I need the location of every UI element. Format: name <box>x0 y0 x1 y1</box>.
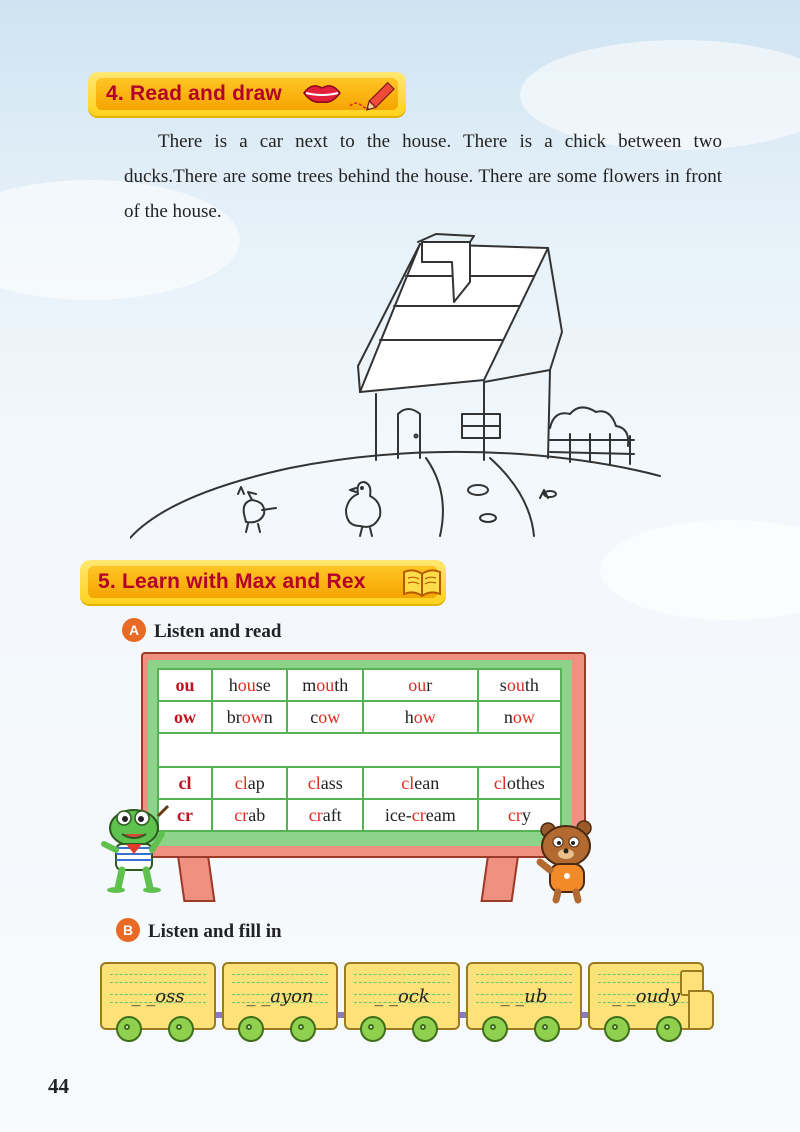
word-cell <box>212 669 287 701</box>
section-5-header <box>80 560 446 604</box>
word-cell <box>287 701 363 733</box>
table-row <box>158 799 561 831</box>
phonics-highlight: ou <box>408 674 427 695</box>
train-wheel <box>290 1016 316 1042</box>
read-and-draw-text <box>124 124 722 229</box>
train-wheel <box>534 1016 560 1042</box>
train-car <box>222 962 338 1030</box>
word-cell <box>478 669 561 701</box>
word-part: se <box>255 674 271 695</box>
word-part: th <box>334 674 349 695</box>
section-4-title: 4. Read and draw <box>106 82 282 105</box>
word-cell <box>363 767 478 799</box>
word-part: ab <box>248 804 266 825</box>
writing-line <box>232 982 328 983</box>
word-part: ean <box>414 772 440 793</box>
phonics-key: ou <box>158 669 212 701</box>
train-car <box>100 962 216 1030</box>
word-part: r <box>426 674 433 695</box>
train-wheel <box>116 1016 142 1042</box>
phonics-highlight: cr <box>411 804 426 825</box>
word-part: ap <box>247 772 265 793</box>
word-cell <box>363 799 478 831</box>
table-row <box>158 701 561 733</box>
fill-in-word[interactable]: _ _ayon <box>246 986 314 1007</box>
train-wheel <box>238 1016 264 1042</box>
writing-line <box>232 974 328 975</box>
phonics-table <box>157 668 562 832</box>
word-part: h <box>404 706 414 727</box>
part-b-badge: B <box>116 918 140 942</box>
part-a-badge: A <box>122 618 146 642</box>
pencil-icon <box>346 76 396 112</box>
word-cell <box>212 767 287 799</box>
phonics-highlight: ow <box>413 706 436 727</box>
word-cell <box>363 701 478 733</box>
word-part: aft <box>322 804 342 825</box>
phonics-highlight: cl <box>307 772 321 793</box>
word-cell <box>212 701 287 733</box>
train-wheel <box>168 1016 194 1042</box>
part-a-label <box>122 618 281 643</box>
word-part: th <box>524 674 539 695</box>
train-wheel <box>482 1016 508 1042</box>
word-part: ass <box>320 772 343 793</box>
train-car <box>466 962 582 1030</box>
phonics-highlight: ou <box>506 674 525 695</box>
part-a-text: Listen and read <box>154 621 282 642</box>
word-part: othes <box>506 772 545 793</box>
fill-in-word[interactable]: _ _oudy <box>612 986 680 1007</box>
page-number: 44 <box>48 1074 69 1098</box>
phonics-highlight: cl <box>234 772 248 793</box>
phonics-key: cr <box>158 799 212 831</box>
frog-character <box>96 804 176 894</box>
word-part: s <box>499 674 507 695</box>
writing-line <box>476 982 572 983</box>
writing-line <box>354 982 450 983</box>
phonics-key: cl <box>158 767 212 799</box>
writing-line <box>354 974 450 975</box>
phonics-highlight: ow <box>241 706 264 727</box>
fill-in-word[interactable]: _ _ock <box>374 986 430 1007</box>
writing-line <box>110 974 206 975</box>
word-cell <box>478 701 561 733</box>
writing-line <box>110 982 206 983</box>
book-icon <box>402 566 442 598</box>
train-wheel <box>656 1016 682 1042</box>
bear-character <box>534 818 604 904</box>
word-part: y <box>521 804 531 825</box>
table-row <box>158 767 561 799</box>
train-car <box>344 962 460 1030</box>
phonics-highlight: cl <box>401 772 415 793</box>
train-wheel <box>360 1016 386 1042</box>
word-cell <box>287 669 363 701</box>
house-illustration <box>130 232 670 542</box>
part-b-label <box>116 918 282 943</box>
phonics-highlight: ou <box>316 674 335 695</box>
phonics-highlight: cr <box>308 804 323 825</box>
word-part: ice- <box>384 804 412 825</box>
table-row-blank <box>158 733 561 767</box>
word-part: c <box>310 706 319 727</box>
word-cell <box>363 669 478 701</box>
fill-in-word[interactable]: _ _oss <box>131 986 185 1007</box>
phonics-highlight: cr <box>507 804 522 825</box>
phonics-highlight: cr <box>234 804 249 825</box>
word-cell <box>478 767 561 799</box>
phonics-highlight: ow <box>512 706 535 727</box>
board-leg <box>480 852 519 902</box>
lips-icon <box>302 80 342 106</box>
fill-in-word[interactable]: _ _ub <box>500 986 548 1007</box>
word-cell <box>287 799 363 831</box>
word-part: eam <box>425 804 456 825</box>
writing-line <box>476 974 572 975</box>
word-cell <box>212 799 287 831</box>
table-row <box>158 669 561 701</box>
train-front <box>688 990 714 1030</box>
word-part: br <box>226 706 242 727</box>
phonics-key: ow <box>158 701 212 733</box>
word-part: h <box>228 674 238 695</box>
train-wheel <box>412 1016 438 1042</box>
word-cell <box>287 767 363 799</box>
part-b-text: Listen and fill in <box>148 921 282 942</box>
section-4-header <box>88 72 406 116</box>
board-leg <box>176 852 215 902</box>
phonics-highlight: ow <box>318 706 341 727</box>
word-part: n <box>503 706 513 727</box>
word-part: m <box>302 674 317 695</box>
paragraph: There is a car next to the house. There is a chick between two ducks.There are some trees behind the house. There are some flowers in front of the house. <box>124 131 722 222</box>
section-5-title: 5. Learn with Max and Rex <box>98 570 366 593</box>
phonics-highlight: ou <box>237 674 256 695</box>
train-wheel <box>604 1016 630 1042</box>
word-part: n <box>263 706 273 727</box>
phonics-highlight: cl <box>493 772 507 793</box>
